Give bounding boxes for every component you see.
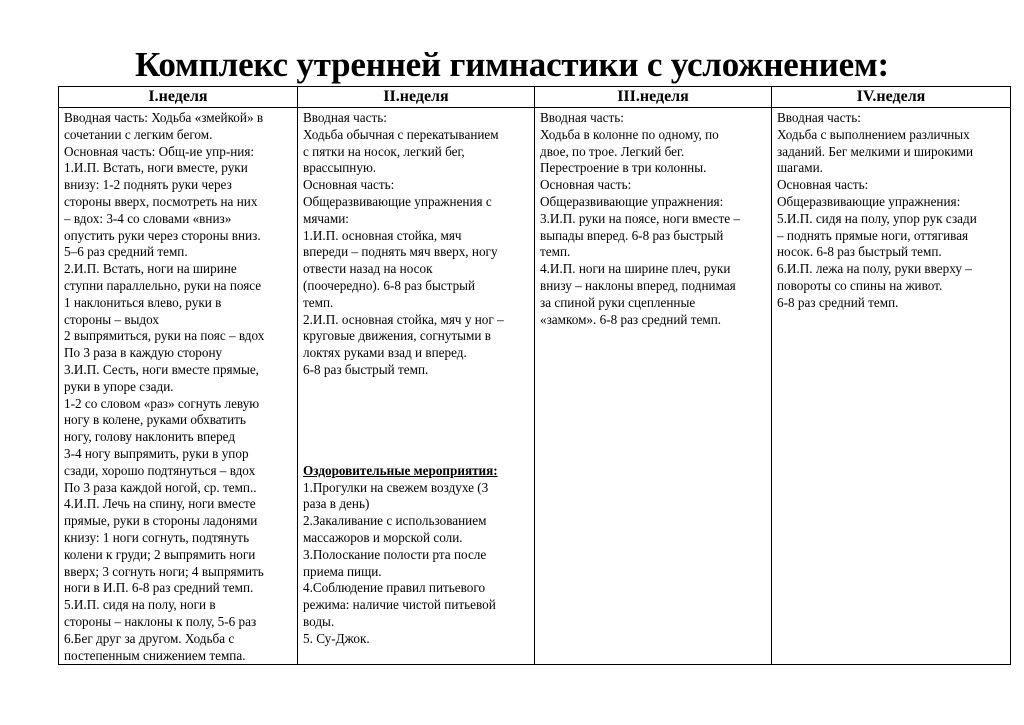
health-item: 3.Полоскание полости рта после — [303, 546, 487, 562]
text-line: Основная часть: Общ-ие упр-ния: — [64, 143, 255, 159]
week-4-cell — [772, 108, 1011, 665]
text-line: внизу – наклоны вперед, поднимая — [540, 277, 736, 293]
text-line: руки в упоре сзади. — [64, 378, 174, 394]
text-line: 5.И.П. сидя на полу, ноги в — [64, 597, 216, 613]
text-line: с пятки на носок, легкий бег, — [303, 143, 465, 159]
week-3-cell — [535, 108, 772, 665]
header-week-2: II.неделя — [298, 87, 535, 108]
text-line: внизу: 1-2 поднять руки через — [64, 177, 232, 193]
health-item: воды. — [303, 613, 335, 629]
text-line: повороты со спины на живот. — [777, 277, 943, 293]
text-line: мячами: — [303, 210, 349, 226]
text-line: 3-4 ногу выпрямить, руки в упор — [64, 445, 249, 461]
text-line: (поочередно). 6-8 раз быстрый — [303, 277, 476, 293]
health-item: 4.Соблюдение правил питьевого — [303, 580, 486, 596]
text-line: 5.И.П. сидя на полу, упор рук сзади — [777, 210, 977, 226]
health-item: 2.Закаливание с использованием — [303, 513, 487, 529]
text-line: Общеразвивающие упражнения: — [540, 193, 724, 209]
week-1-cell — [59, 108, 298, 665]
text-line: стороны вверх, посмотреть на них — [64, 193, 258, 209]
text-line: носок. 6-8 раз быстрый темп. — [777, 244, 942, 260]
spacer — [303, 379, 530, 463]
text-line: прямые, руки в стороны ладонями — [64, 513, 258, 529]
text-line: выпады вперед. 6-8 раз быстрый — [540, 227, 724, 243]
text-line: 2.И.П. основная стойка, мяч у ног – — [303, 311, 504, 327]
text-line: за спиной руки сцепленные — [540, 294, 696, 310]
text-line: – поднять прямые ноги, оттягивая — [777, 227, 969, 243]
text-line: «замком». 6-8 раз средний темп. — [540, 311, 722, 327]
week-2-cell — [298, 108, 535, 665]
text-line: книзу: 1 ноги согнуть, подтянуть — [64, 529, 250, 545]
text-line: 6-8 раз быстрый темп. — [303, 361, 429, 377]
text-line: 6-8 раз средний темп. — [777, 294, 899, 310]
text-line: Общеразвивающие упражнения с — [303, 193, 492, 209]
gymnastics-table — [58, 86, 1011, 665]
text-line: Вводная часть: — [303, 110, 387, 125]
text-line: Вводная часть: Ходьба «змейкой» в — [64, 110, 264, 125]
text-line: впереди – поднять мяч вверх, ногу — [303, 244, 498, 260]
page-title: Комплекс утренней гимнастики с усложнением: — [134, 45, 890, 84]
text-line: темп. — [303, 294, 334, 310]
health-item: 1.Прогулки на свежем воздухе (3 — [303, 479, 489, 495]
health-activities-list — [303, 480, 530, 648]
health-activities-title: Оздоровительные мероприятия: — [303, 462, 498, 478]
header-week-3: III.неделя — [535, 87, 772, 108]
text-line: стороны – наклоны к полу, 5-6 раз — [64, 613, 257, 629]
text-line: 4.И.П. Лечь на спину, ноги вместе — [64, 496, 256, 512]
text-line: заданий. Бег мелкими и широкими — [777, 143, 974, 159]
text-line: Основная часть: — [303, 177, 395, 193]
text-line: ногу в колене, руками обхватить — [64, 412, 246, 428]
week-4-text — [777, 110, 1006, 312]
text-line: 6.Бег друг за другом. Ходьба с — [64, 630, 235, 646]
health-item: 5. Су-Джок. — [303, 630, 370, 646]
health-item: раза в день) — [303, 496, 370, 512]
text-line: 3.И.П. Сесть, ноги вместе прямые, — [64, 361, 259, 377]
week-2-text — [303, 110, 530, 379]
text-line: Вводная часть: — [777, 110, 861, 125]
week-1-text — [64, 110, 293, 664]
text-line: вверх; 3 согнуть ноги; 4 выпрямить — [64, 563, 264, 579]
text-line: ногу, голову наклонить вперед — [64, 429, 236, 445]
text-line: 3.И.П. руки на поясе, ноги вместе – — [540, 210, 741, 226]
text-line: 1.И.П. Встать, ноги вместе, руки — [64, 160, 248, 176]
text-line: стороны – выдох — [64, 311, 159, 327]
text-line: Вводная часть: — [540, 110, 624, 125]
text-line: ступни параллельно, руки на поясе — [64, 277, 262, 293]
text-line: Ходьба в колонне по одному, по — [540, 126, 719, 142]
text-line: 5–6 раз средний темп. — [64, 244, 188, 260]
text-line: По 3 раза в каждую сторону — [64, 345, 223, 361]
text-line: отвести назад на носок — [303, 261, 433, 277]
text-line: 1-2 со словом «раз» согнуть левую — [64, 395, 260, 411]
text-line: двое, по трое. Легкий бег. — [540, 143, 685, 159]
health-item: приема пищи. — [303, 563, 382, 579]
text-line: По 3 раза каждой ногой, ср. темп.. — [64, 479, 257, 495]
text-line: 6.И.П. лежа на полу, руки вверху – — [777, 261, 972, 277]
text-line: сзади, хорошо подтянуться – вдох — [64, 462, 256, 478]
text-line: постепенным снижением темпа. — [64, 647, 246, 663]
text-line: 2.И.П. Встать, ноги на ширине — [64, 261, 237, 277]
text-line: ноги в И.П. 6-8 раз средний темп. — [64, 580, 254, 596]
header-week-1: I.неделя — [59, 87, 298, 108]
text-line: Основная часть: — [540, 177, 632, 193]
text-line: круговые движения, согнутыми в — [303, 328, 491, 344]
text-line: Ходьба обычная с перекатыванием — [303, 126, 499, 142]
table-header-row — [59, 87, 1011, 108]
text-line: Ходьба с выполнением различных — [777, 126, 970, 142]
text-line: Основная часть: — [777, 177, 869, 193]
text-line: 1.И.П. основная стойка, мяч — [303, 227, 462, 243]
text-line: Перестроение в три колонны. — [540, 160, 707, 176]
text-line: шагами. — [777, 160, 823, 176]
week-3-text — [540, 110, 767, 328]
text-line: сочетании с легким бегом. — [64, 126, 213, 142]
text-line: 4.И.П. ноги на ширине плеч, руки — [540, 261, 731, 277]
health-item: режима: наличие чистой питьевой — [303, 597, 496, 613]
text-line: 1 наклониться влево, руки в — [64, 294, 222, 310]
text-line: – вдох: 3-4 со словами «вниз» — [64, 210, 232, 226]
text-line: 2 выпрямиться, руки на пояс – вдох — [64, 328, 265, 344]
header-week-4: IV.неделя — [772, 87, 1011, 108]
health-item: массажоров и морской соли. — [303, 529, 463, 545]
text-line: колени к груди; 2 выпрямить ноги — [64, 546, 256, 562]
text-line: темп. — [540, 244, 571, 260]
text-line: Общеразвивающие упражнения: — [777, 193, 961, 209]
text-line: врассыпную. — [303, 160, 377, 176]
table-body-row — [59, 108, 1011, 665]
text-line: локтях руками взад и вперед. — [303, 345, 467, 361]
text-line: опустить руки через стороны вниз. — [64, 227, 261, 243]
